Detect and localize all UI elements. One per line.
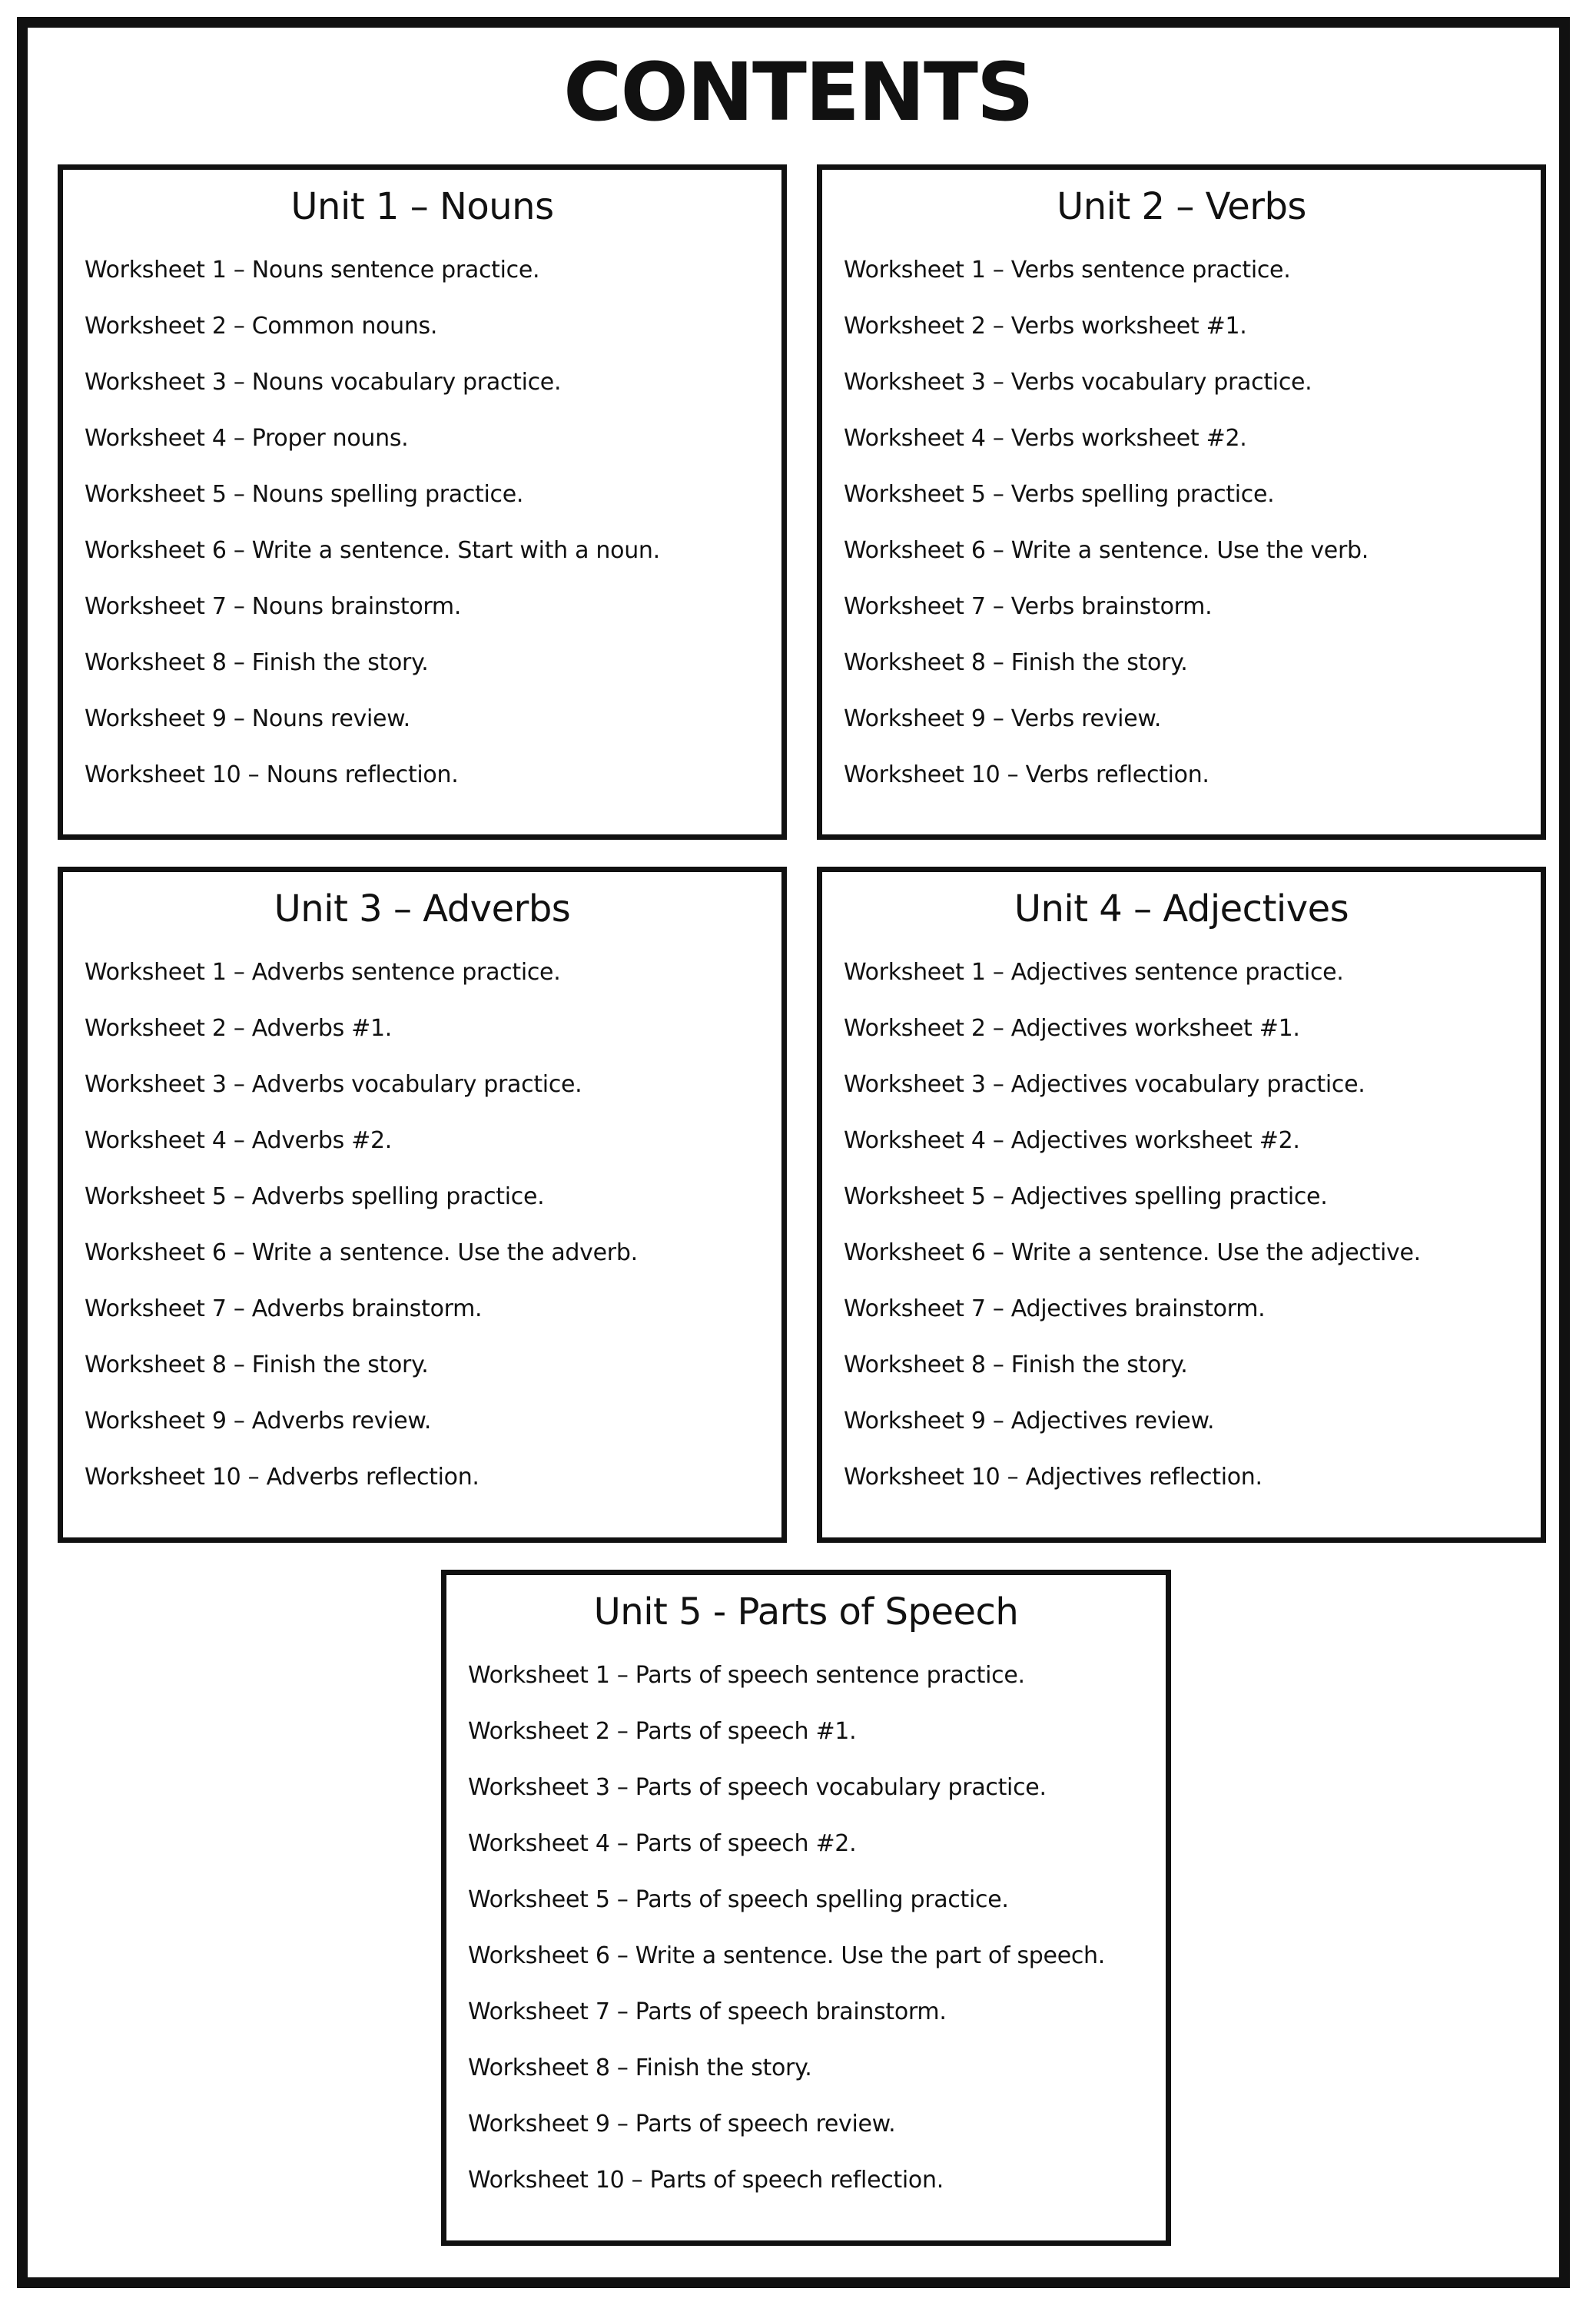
worksheet-item: Worksheet 3 – Nouns vocabulary practice.: [85, 369, 562, 396]
unit-4-box: [817, 867, 1546, 1543]
worksheet-item: Worksheet 10 – Nouns reflection.: [85, 761, 459, 788]
worksheet-item: Worksheet 5 – Parts of speech spelling practice.: [468, 1886, 1009, 1913]
worksheet-item: Worksheet 5 – Nouns spelling practice.: [85, 481, 524, 508]
worksheet-item: Worksheet 8 – Finish the story.: [844, 649, 1188, 676]
worksheet-item: Worksheet 9 – Adjectives review.: [844, 1408, 1215, 1434]
worksheet-item: Worksheet 2 – Common nouns.: [85, 313, 438, 340]
worksheet-item: Worksheet 2 – Parts of speech #1.: [468, 1718, 857, 1745]
unit-heading: Unit 4 – Adjectives: [1014, 887, 1349, 930]
worksheet-item: Worksheet 8 – Finish the story.: [844, 1351, 1188, 1378]
unit-heading: Unit 5 - Parts of Speech: [593, 1590, 1019, 1633]
unit-3-box: [58, 867, 787, 1543]
worksheet-item: Worksheet 1 – Parts of speech sentence practice.: [468, 1662, 1025, 1689]
worksheet-item: Worksheet 7 – Parts of speech brainstorm.: [468, 1998, 947, 2025]
worksheet-item: Worksheet 7 – Verbs brainstorm.: [844, 593, 1213, 620]
worksheet-item: Worksheet 6 – Write a sentence. Use the verb.: [844, 537, 1369, 564]
worksheet-item: Worksheet 1 – Verbs sentence practice.: [844, 257, 1291, 284]
worksheet-list: [85, 242, 781, 803]
worksheet-item: Worksheet 7 – Adjectives brainstorm.: [844, 1295, 1266, 1322]
worksheet-item: Worksheet 10 – Verbs reflection.: [844, 761, 1209, 788]
unit-5-box: [441, 1570, 1171, 2246]
worksheet-item: Worksheet 9 – Adverbs review.: [85, 1408, 432, 1434]
worksheet-item: Worksheet 3 – Adverbs vocabulary practice.: [85, 1071, 582, 1098]
worksheet-item: Worksheet 9 – Nouns review.: [85, 705, 410, 732]
worksheet-item: Worksheet 1 – Adjectives sentence practice.: [844, 959, 1344, 986]
unit-heading: Unit 1 – Nouns: [290, 185, 554, 228]
worksheet-item: Worksheet 2 – Adverbs #1.: [85, 1015, 393, 1042]
worksheet-item: Worksheet 10 – Adverbs reflection.: [85, 1464, 479, 1491]
worksheet-item: Worksheet 5 – Verbs spelling practice.: [844, 481, 1275, 508]
worksheet-item: Worksheet 5 – Adverbs spelling practice.: [85, 1183, 545, 1210]
worksheet-item: Worksheet 6 – Write a sentence. Use the adjective.: [844, 1239, 1421, 1266]
worksheet-item: Worksheet 1 – Nouns sentence practice.: [85, 257, 540, 284]
worksheet-list: [85, 944, 781, 1505]
worksheet-item: Worksheet 8 – Finish the story.: [468, 2055, 812, 2081]
worksheet-item: Worksheet 6 – Write a sentence. Start with a noun.: [85, 537, 660, 564]
worksheet-item: Worksheet 6 – Write a sentence. Use the part of speech.: [468, 1942, 1105, 1969]
worksheet-item: Worksheet 9 – Verbs review.: [844, 705, 1162, 732]
worksheet-list: [844, 242, 1541, 803]
worksheet-item: Worksheet 7 – Adverbs brainstorm.: [85, 1295, 483, 1322]
worksheet-item: Worksheet 4 – Verbs worksheet #2.: [844, 425, 1247, 452]
worksheet-item: Worksheet 2 – Adjectives worksheet #1.: [844, 1015, 1300, 1042]
worksheet-item: Worksheet 4 – Parts of speech #2.: [468, 1830, 857, 1857]
worksheet-item: Worksheet 2 – Verbs worksheet #1.: [844, 313, 1247, 340]
unit-heading: Unit 2 – Verbs: [1057, 185, 1306, 228]
unit-heading: Unit 3 – Adverbs: [274, 887, 571, 930]
worksheet-item: Worksheet 8 – Finish the story.: [85, 649, 429, 676]
worksheet-item: Worksheet 3 – Parts of speech vocabulary practice.: [468, 1774, 1047, 1801]
unit-2-box: [817, 164, 1546, 840]
worksheet-item: Worksheet 4 – Adjectives worksheet #2.: [844, 1127, 1300, 1154]
worksheet-list: [844, 944, 1541, 1505]
worksheet-item: Worksheet 10 – Parts of speech reflection.: [468, 2167, 944, 2194]
worksheet-list: [468, 1647, 1166, 2208]
worksheet-item: Worksheet 5 – Adjectives spelling practice.: [844, 1183, 1328, 1210]
worksheet-item: Worksheet 8 – Finish the story.: [85, 1351, 429, 1378]
worksheet-item: Worksheet 3 – Verbs vocabulary practice.: [844, 369, 1312, 396]
worksheet-item: Worksheet 7 – Nouns brainstorm.: [85, 593, 462, 620]
worksheet-item: Worksheet 4 – Adverbs #2.: [85, 1127, 393, 1154]
unit-1-box: [58, 164, 787, 840]
worksheet-item: Worksheet 3 – Adjectives vocabulary practice.: [844, 1071, 1365, 1098]
worksheet-item: Worksheet 6 – Write a sentence. Use the adverb.: [85, 1239, 638, 1266]
worksheet-item: Worksheet 9 – Parts of speech review.: [468, 2111, 896, 2138]
worksheet-item: Worksheet 10 – Adjectives reflection.: [844, 1464, 1263, 1491]
worksheet-item: Worksheet 4 – Proper nouns.: [85, 425, 409, 452]
page-title: CONTENTS: [563, 45, 1033, 139]
worksheet-item: Worksheet 1 – Adverbs sentence practice.: [85, 959, 561, 986]
